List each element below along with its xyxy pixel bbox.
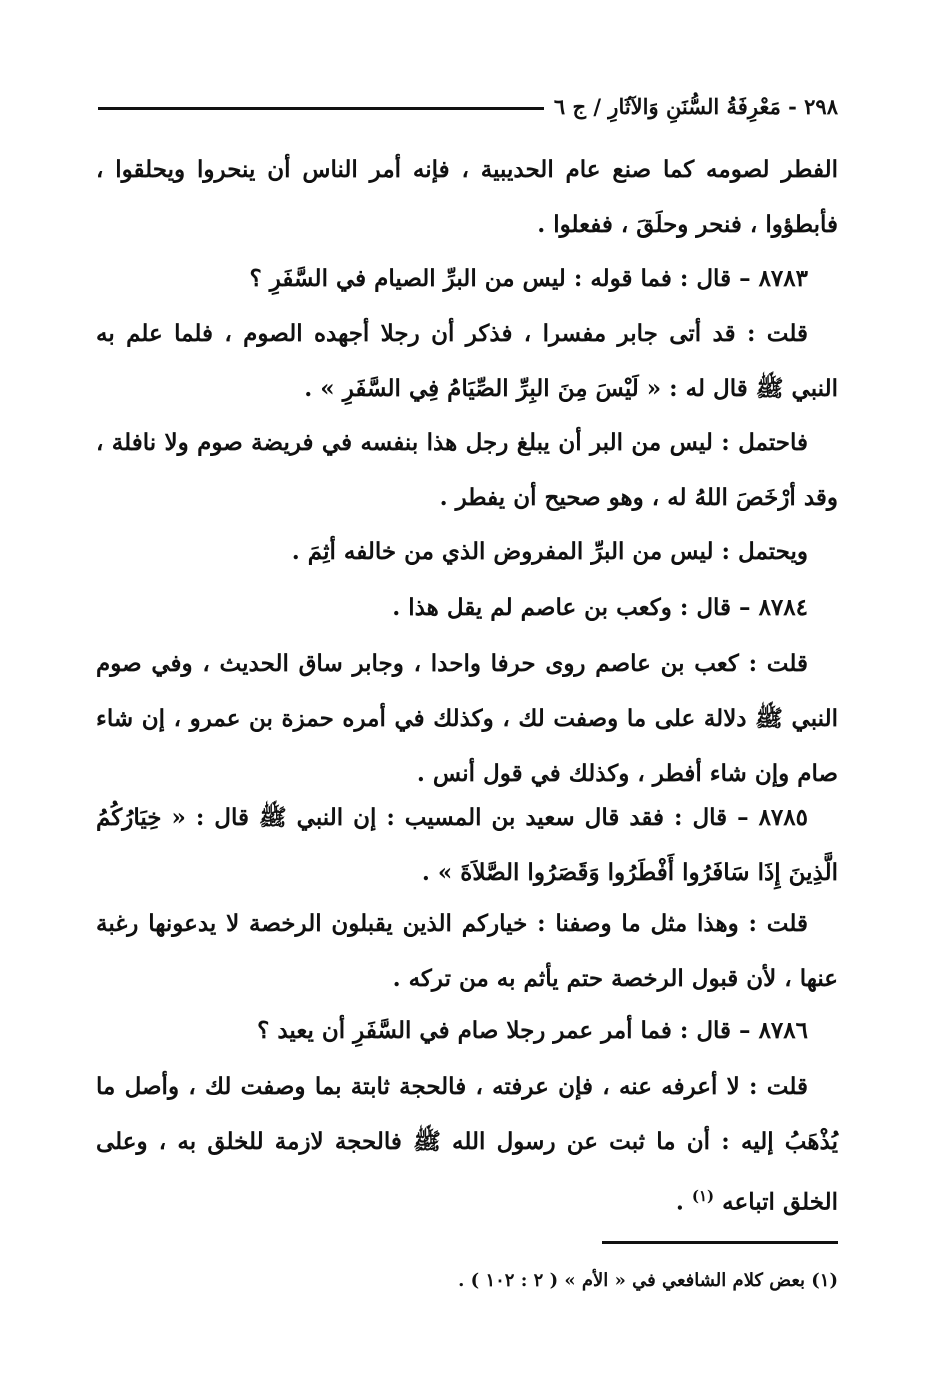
paragraph-4: فاحتمل : ليس من البر أن يبلغ رجل هذا بنفسه في فريضة صوم ولا نافلة ، وقد أرْخَصَ اللهُ له ، وهو صحيح أن يفطر . [96,429,838,511]
page-header [98,86,838,126]
paragraph-7: قلت : كعب بن عاصم روى حرفا واحدا ، وجابر ساق الحديث ، وفي صوم النبي ﷺ دلالة على ما وصفت لك ، وكذلك في أمره حمزة بن عمرو ، إن شاء صام وإن شاء أفطر ، وكذلك في قول أنس . [96,650,838,787]
paragraph-11-end: . [675,1188,684,1216]
header-rule [98,107,544,110]
paragraph-3: قلت : قد أتى جابر مفسرا ، فذكر أن رجلا أجهده الصوم ، فلما علم به النبي ﷺ قال له : « لَيْسَ مِنَ البِرِّ الصِّيَامُ فِي السَّفَرِ » . [96,320,838,402]
paragraph-10: ٨٧٨٦ – قال : فما أمر عمر رجلا صام في السَّفَرِ أن يعيد ؟ [257,1017,808,1044]
running-title: ٢٩٨ - مَعْرِفَةُ السُّنَنِ وَالآثَارِ / ج ٦ [553,93,838,119]
paragraph-2: ٨٧٨٣ – قال : فما قوله : ليس من البرِّ الصيام في السَّفَرِ ؟ [249,265,808,292]
paragraph-9: قلت : وهذا مثل ما وصفنا : خياركم الذين يقبلون الرخصة لا يدعونها رغبة عنها ، لأن قبول الرخصة حتم يأثم به من تركه . [96,910,838,992]
paragraph-11 [96,1059,838,1230]
paragraph-1: الفطر لصومه كما صنع عام الحديبية ، فإنه أمر الناس أن ينحروا ويحلقوا ، فأبطؤوا ، فنحر وحلَقَ ، ففعلوا . [96,156,838,238]
paragraph-6: ٨٧٨٤ – قال : وكعب بن عاصم لم يقل هذا . [392,594,808,621]
paragraph-8: ٨٧٨٥ – قال : فقد قال سعيد بن المسيب : إن النبي ﷺ قال : « خِيَارُكُمُ الَّذِينَ إِذَا سَافَرُوا أَفْطَرُوا وَقَصَرُوا الصَّلاَةَ » . [96,804,838,886]
paragraph-5: ويحتمل : ليس من البرِّ المفروض الذي من خالفه أثِمَ . [291,538,808,565]
footnote: (١) بعض كلام الشافعي في « الأم » ( ٢ : ١٠٢ ) . [458,1270,838,1291]
footnote-rule [602,1241,838,1244]
footnote-marker[interactable]: (١) [691,1187,715,1205]
paragraph-11-text: قلت : لا أعرفه عنه ، فإن عرفته ، فالحجة ثابتة بما وصفت لك ، وأصل ما يُذْهَبُ إليه : أن ما ثبت عن رسول الله ﷺ فالحجة لازمة للخلق به ، وعلى الخلق اتباعه [96,1073,838,1216]
